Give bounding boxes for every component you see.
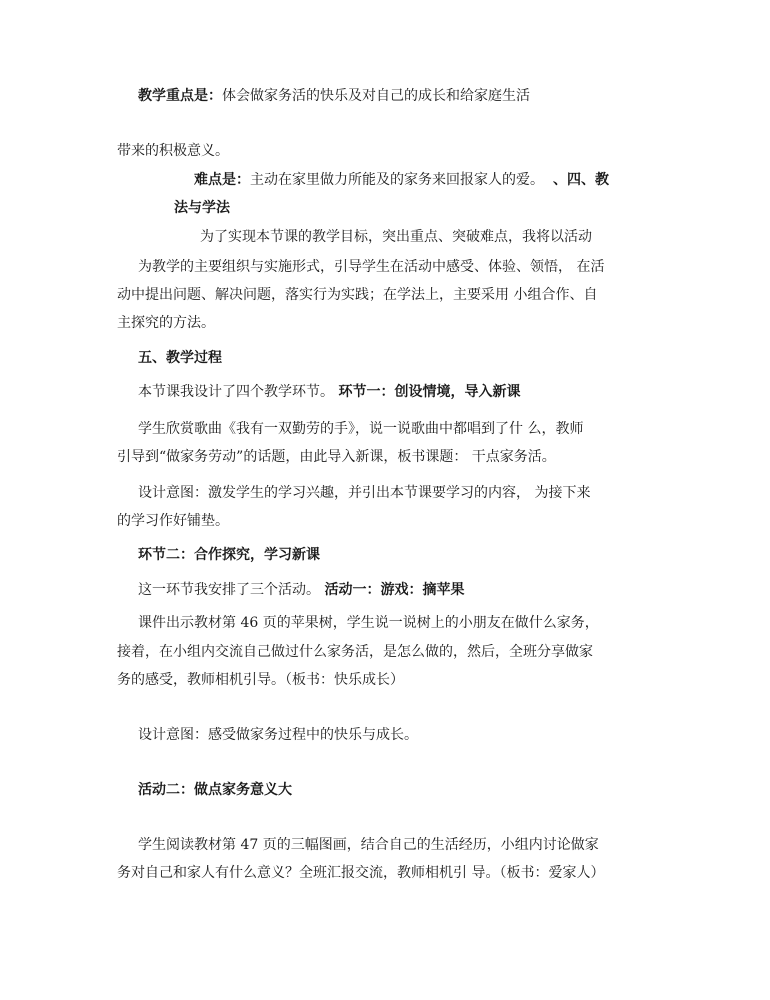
bold-tail: 、四、教 (553, 172, 609, 188)
text-line (200, 227, 592, 247)
text-line (117, 863, 604, 883)
text-line (138, 348, 222, 368)
section-heading: 活动二：做点家务意义大 (138, 782, 292, 798)
line-text: 为教学的主要组织与实施形式，引导学生在活动中感受、体验、领悟， 在活 (138, 259, 605, 275)
line-text: 本节课我设计了四个教学环节。 (138, 384, 339, 400)
bold-label: 教学重点是： (138, 88, 222, 104)
text-line (138, 835, 599, 855)
line-text: 主探究的方法。 (117, 315, 215, 331)
line-text: 主动在家里做力所能及的家务来回报家人的爱。 (250, 172, 537, 188)
bold-label: 难点是： (194, 172, 250, 188)
text-line (117, 670, 404, 690)
text-line (117, 447, 556, 467)
text-line (117, 642, 593, 662)
text-line (117, 313, 215, 333)
line-text: 务的感受，教师相机引导。（板书：快乐成长） (117, 672, 404, 688)
bold-tail: 活动一：游戏：摘苹果 (324, 582, 465, 598)
line-text: 学生阅读教材第 47 页的三幅图画，结合自己的生活经历，小组内讨论做家 (138, 837, 599, 853)
text-line (138, 580, 464, 600)
text-line (117, 285, 597, 305)
line-text: 学生欣赏歌曲《我有一双勤劳的手》，说一说歌曲中都唱到了什 么，教师 (138, 421, 584, 437)
bold-tail: 环节一：创设情境，导入新课 (338, 384, 521, 400)
line-text: 接着，在小组内交流自己做过什么家务活，是怎么做的，然后，全班分享做家 (117, 644, 593, 660)
text-line (138, 257, 604, 277)
line-text: 这一环节我安排了三个活动。 (138, 582, 325, 598)
section-heading: 环节二：合作探究，学习新课 (138, 547, 320, 563)
line-text: 课件出示教材第 46 页的苹果树，学生说一说树上的小朋友在做什么家务， (138, 615, 599, 631)
text-line (117, 141, 229, 161)
text-line (117, 511, 229, 531)
text-line (138, 545, 320, 565)
text-line (138, 780, 292, 800)
section-heading: 五、教学过程 (138, 350, 222, 366)
text-line (138, 483, 590, 503)
line-text: 的学习作好铺垫。 (117, 513, 229, 529)
text-line (138, 382, 520, 402)
text-line (138, 613, 599, 633)
line-text: 为了实现本节课的教学目标，突出重点、突破难点，我将以活动 (200, 229, 592, 245)
text-line (138, 86, 530, 106)
line-text: 务对自己和家人有什么意义？全班汇报交流，教师相机引 导。（板书：爱家人） (117, 865, 605, 881)
text-line (138, 419, 583, 439)
text-line (138, 725, 418, 745)
line-text: 带来的积极意义。 (117, 143, 229, 159)
line-text: 设计意图：激发学生的学习兴趣，并引出本节课要学习的内容， 为接下来 (138, 485, 591, 501)
line-text: 体会做家务活的快乐及对自己的成长和给家庭生活 (222, 88, 530, 104)
bold-label: 法与学法 (174, 200, 230, 216)
text-line (194, 170, 609, 190)
line-text: 动中提出问题、解决问题，落实行为实践；在学法上，主要采用 小组合作、自 (117, 287, 598, 303)
text-line (174, 198, 230, 218)
line-text: 设计意图：感受做家务过程中的快乐与成长。 (138, 727, 418, 743)
line-text: 引导到“做家务劳动”的话题，由此导入新课，板书课题： 干点家务活。 (117, 449, 556, 465)
